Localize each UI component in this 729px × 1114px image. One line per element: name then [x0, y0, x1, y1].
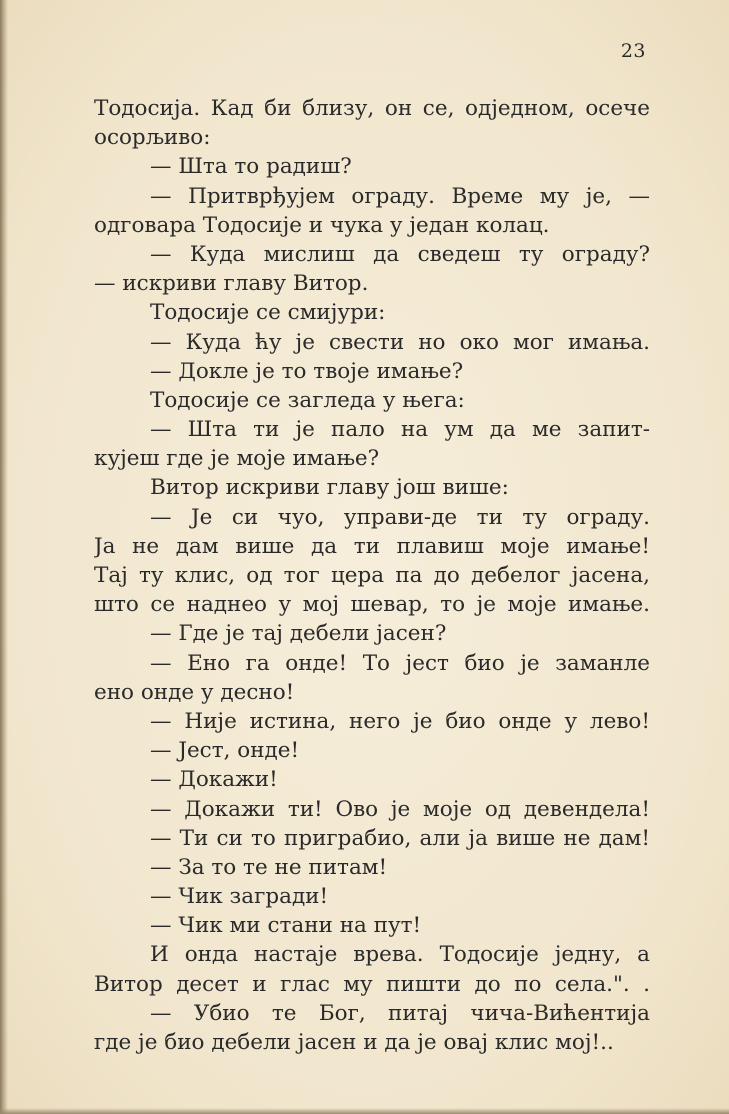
text-line: — Куда мислиш да сведеш ту ограду? [150, 241, 650, 267]
text-line: Тодосија. Кад би близу, он се, одједном, осече [94, 96, 650, 121]
text-line: — Чик ми стани на пут! [150, 913, 422, 939]
text-line: — Притврђујем ограду. Време му је, — [150, 183, 650, 209]
text-line: — Докле је то твоје имање? [150, 358, 464, 384]
text-line: — Где је тај дебели јасен? [150, 621, 447, 647]
text-line: осорљиво: [94, 125, 211, 151]
text-line: — Јест, онде! [150, 738, 300, 764]
text-line: — искриви главу Витор. [94, 271, 369, 297]
text-line: — Шта ти је пало на ум да ме запит- [150, 417, 650, 443]
text-line: што се наднео у мој шевар, то је моје имање. [94, 592, 650, 618]
text-line: — Убио те Бог, питај чича-Вићентија [150, 1000, 650, 1026]
text-line: кујеш где је моје имање? [94, 446, 380, 472]
text-line: Витор искриви главу још више: [150, 475, 509, 501]
text-line: — Шта то радиш? [150, 154, 352, 180]
page-edge-shadow [0, 0, 8, 1114]
text-line: — Ти си то приграбио, али ја више не дам! [150, 825, 650, 851]
text-line: — Докажи ти! Ово је моје од девендела! [150, 796, 650, 822]
page-bottom-shadow [0, 1108, 729, 1114]
text-line: Тај ту клис, од тог цера па до дебелог јасена, [94, 563, 650, 588]
text-line: — Је си чуо, управи-де ти ту ограду. [150, 504, 650, 530]
text-line: — Докажи! [150, 767, 278, 793]
page-number: 23 [620, 40, 646, 62]
text-line: Ја не дам више да ти плавиш моје имање! [94, 533, 650, 559]
text-line: — Чик загради! [150, 884, 329, 910]
text-line: ено онде у десно! [94, 679, 295, 705]
text-line: одговара Тодосије и чука у један колац. [94, 212, 550, 238]
text-line: — Куда ћу је свести но око мог имања. [150, 329, 650, 355]
text-line: Витор десет и глас му пишти до по села.". . [94, 971, 650, 997]
text-line: И онда настаје врева. Тодосије једну, а [150, 942, 650, 968]
body-text [94, 94, 650, 1057]
text-line: где је био дебели јасен и да је овај клис мој!.. [94, 1030, 614, 1055]
text-line: — Није истина, него је био онде у лево! [150, 708, 650, 734]
text-line: — Ено га онде! То јест био је заманле [150, 650, 650, 676]
text-line: Тодосије се загледа у њега: [150, 387, 465, 413]
text-line: — За то те не питам! [150, 854, 388, 880]
text-line: Тодосије се смијури: [150, 300, 386, 326]
